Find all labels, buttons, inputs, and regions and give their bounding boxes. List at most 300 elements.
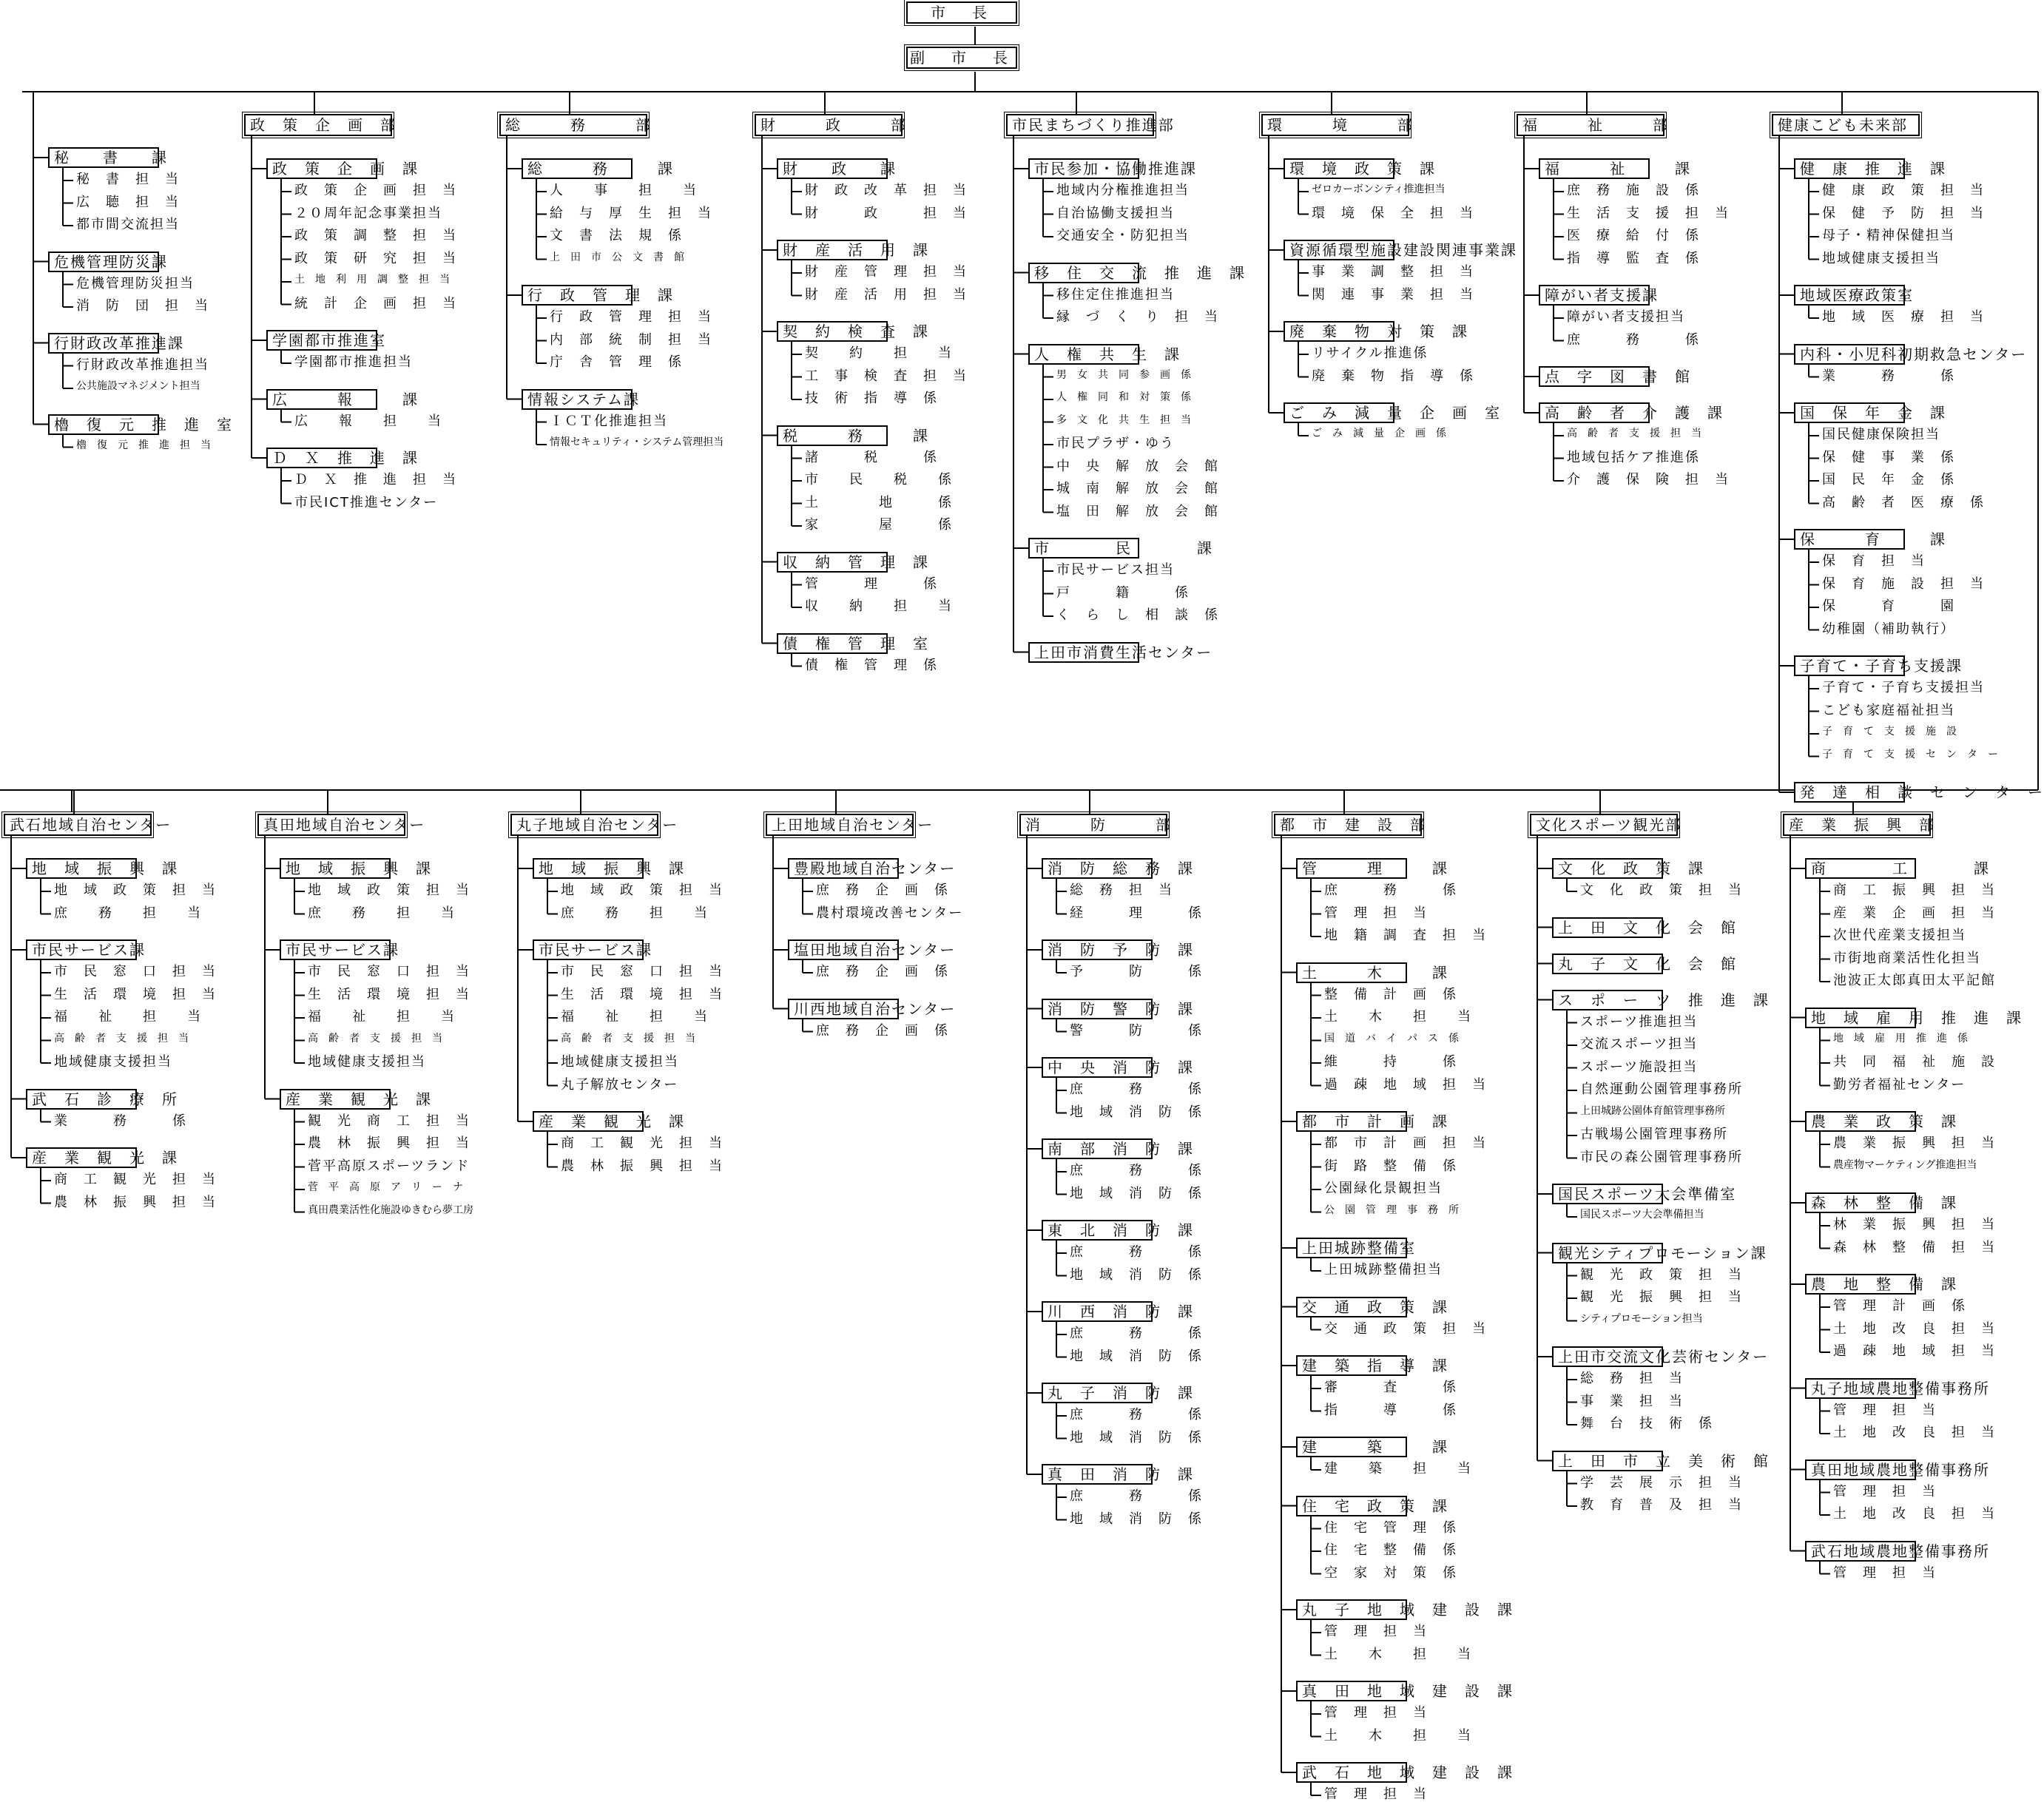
section-box: 点 字 図 書 館 bbox=[1539, 366, 1650, 387]
item-label: 交 通 政 策 担 当 bbox=[1324, 1320, 1487, 1337]
item-label: 内 部 統 制 担 当 bbox=[550, 331, 712, 348]
item-label: 学 芸 展 示 担 当 bbox=[1580, 1474, 1743, 1491]
item-label: 市民プラザ・ゆう bbox=[1056, 436, 1175, 451]
item-label: 家 屋 係 bbox=[805, 517, 953, 533]
item-label: 地 域 消 防 係 bbox=[1070, 1429, 1203, 1445]
item-label: 地 域 政 策 担 当 bbox=[561, 883, 724, 898]
section-box: 南 部 消 防 課 bbox=[1042, 1138, 1153, 1159]
item-label: 高 齢 者 支 援 担 当 bbox=[54, 1032, 189, 1045]
item-label: 福 祉 担 当 bbox=[308, 1009, 456, 1025]
item-label: 土 地 改 良 担 当 bbox=[1833, 1506, 1996, 1522]
item-label: 管 理 担 当 bbox=[1324, 905, 1428, 921]
item-label: 公 園 管 理 事 務 所 bbox=[1324, 1204, 1459, 1216]
item-label: 高 齢 者 支 援 担 当 bbox=[308, 1032, 442, 1045]
item-label: 保 健 事 業 係 bbox=[1822, 449, 1955, 465]
section-box: 保 育 課 bbox=[1794, 529, 1905, 550]
item-label: 地 域 消 防 係 bbox=[1070, 1266, 1203, 1283]
item-label: 公園緑化景観担当 bbox=[1324, 1181, 1443, 1196]
item-label: 総 務 担 当 bbox=[1070, 883, 1173, 898]
section-box: 丸 子 文 化 会 館 bbox=[1552, 954, 1663, 974]
item-label: 上田城跡整備担当 bbox=[1324, 1262, 1443, 1278]
section-box: 産 業 観 光 課 bbox=[280, 1089, 391, 1110]
section-box: 財 政 課 bbox=[777, 158, 888, 179]
item-label: 観 光 商 工 担 当 bbox=[308, 1113, 470, 1129]
item-label: 学園都市推進担当 bbox=[294, 354, 413, 370]
item-label: ゼロカーボンシティ推進担当 bbox=[1312, 183, 1446, 195]
item-label: 指 導 係 bbox=[1324, 1402, 1457, 1418]
item-label: 経 理 係 bbox=[1070, 905, 1203, 921]
item-label: 政 策 調 整 担 当 bbox=[294, 228, 457, 243]
item-label: こども家庭福祉担当 bbox=[1822, 702, 1955, 718]
item-label: 地 域 政 策 担 当 bbox=[308, 883, 470, 898]
item-label: 市 民 窓 口 担 当 bbox=[561, 964, 724, 979]
item-label: 地 域 消 防 係 bbox=[1070, 1104, 1203, 1120]
section-box: 土 木 課 bbox=[1296, 962, 1407, 983]
item-label: 庶 務 施 設 係 bbox=[1567, 183, 1700, 198]
section-box: 川西地域自治センター bbox=[788, 999, 899, 1019]
item-label: 工 事 検 査 担 当 bbox=[805, 368, 968, 384]
item-label: 政 策 企 画 担 当 bbox=[294, 183, 457, 198]
item-label: 庶 務 係 bbox=[1070, 1244, 1203, 1260]
item-label: 庶 務 企 画 係 bbox=[816, 1022, 949, 1039]
section-box: 地 域 雇 用 推 進 課 bbox=[1805, 1008, 1916, 1028]
item-label: 観 光 振 興 担 当 bbox=[1580, 1289, 1743, 1305]
item-label: 農 林 振 興 担 当 bbox=[308, 1135, 470, 1151]
item-label: 指 導 監 査 係 bbox=[1567, 250, 1700, 266]
item-label: 地 域 消 防 係 bbox=[1070, 1348, 1203, 1364]
section-box: 地 域 振 興 課 bbox=[26, 858, 137, 879]
section-box: 市民参加・協働推進課 bbox=[1028, 158, 1139, 179]
section-box: 消 防 予 防 課 bbox=[1042, 939, 1153, 960]
item-label: 福 祉 担 当 bbox=[54, 1009, 202, 1025]
item-label: 庶 務 担 当 bbox=[308, 905, 456, 921]
item-label: 地域健康支援担当 bbox=[1822, 250, 1940, 266]
item-label: 政 策 研 究 担 当 bbox=[294, 250, 457, 266]
item-label: 財 産 管 理 担 当 bbox=[805, 264, 968, 280]
item-label: 住 宅 管 理 係 bbox=[1324, 1519, 1457, 1536]
item-label: 管 理 計 画 係 bbox=[1833, 1298, 1966, 1314]
section-box: 真 田 消 防 課 bbox=[1042, 1464, 1153, 1485]
item-label: 舞 台 技 術 係 bbox=[1580, 1416, 1713, 1431]
item-label: 市街地商業活性化担当 bbox=[1833, 950, 1981, 966]
section-box: 子育て・子育ち支援課 bbox=[1794, 655, 1905, 676]
section-box: 住 宅 政 策 課 bbox=[1296, 1496, 1407, 1516]
section-box: 地 域 振 興 課 bbox=[533, 858, 644, 879]
item-label: 広 聴 担 当 bbox=[76, 194, 180, 210]
item-label: 関 連 事 業 担 当 bbox=[1312, 286, 1474, 303]
item-label: 共 同 福 祉 施 設 bbox=[1833, 1054, 1996, 1070]
item-label: Ｄ Ｘ 推 進 担 当 bbox=[294, 472, 457, 487]
item-label: 土 木 担 当 bbox=[1324, 1727, 1472, 1744]
item-label: 交流スポーツ担当 bbox=[1580, 1036, 1699, 1052]
section-box: 商 工 課 bbox=[1805, 858, 1916, 879]
item-label: 市 民 窓 口 担 当 bbox=[54, 964, 217, 979]
section-box: 債 権 管 理 室 bbox=[777, 633, 888, 654]
item-label: 幼稚園（補助執行） bbox=[1822, 621, 1955, 637]
section-box: 森 林 整 備 課 bbox=[1805, 1192, 1916, 1213]
section-box: 塩田地域自治センター bbox=[788, 939, 899, 960]
department-box: 健康こども未来部 bbox=[1772, 114, 1920, 136]
item-label: 庶 務 係 bbox=[1070, 1163, 1203, 1178]
section-box: 武石地域農地整備事務所 bbox=[1805, 1541, 1916, 1562]
item-label: 教 育 普 及 担 当 bbox=[1580, 1497, 1743, 1513]
item-label: 男 女 共 同 参 画 係 bbox=[1056, 368, 1191, 381]
item-label: 地域健康支援担当 bbox=[54, 1054, 172, 1070]
item-label: 地域内分権推進担当 bbox=[1056, 183, 1190, 198]
item-label: く ら し 相 談 係 bbox=[1056, 607, 1219, 623]
department-box: 武石地域自治センター bbox=[4, 814, 152, 836]
item-label: 農村環境改善センター bbox=[816, 905, 964, 921]
item-label: 土 地 係 bbox=[805, 494, 953, 510]
section-box: 発 達 相 談 セ ン タ ー bbox=[1794, 782, 1905, 803]
section-box: 政 策 企 画 課 bbox=[266, 158, 377, 179]
item-label: 財 政 改 革 担 当 bbox=[805, 183, 968, 198]
item-label: 子 育 て 支 援 セ ン タ ー bbox=[1822, 748, 1998, 760]
item-label: 移住定住推進担当 bbox=[1056, 286, 1175, 303]
item-label: 商 工 観 光 担 当 bbox=[561, 1135, 724, 1151]
mayor-box: 市 長 bbox=[906, 1, 1017, 24]
item-label: 技 術 指 導 係 bbox=[805, 391, 938, 406]
item-label: 消 防 団 担 当 bbox=[76, 298, 209, 314]
item-label: 土 地 改 良 担 当 bbox=[1833, 1425, 1996, 1440]
item-label: 土 地 改 良 担 当 bbox=[1833, 1320, 1996, 1337]
section-box: 高 齢 者 介 護 課 bbox=[1539, 402, 1650, 423]
item-label: 土 木 担 当 bbox=[1324, 1009, 1472, 1025]
item-label: 管 理 係 bbox=[805, 576, 938, 592]
item-label: 管 理 担 当 bbox=[1833, 1565, 1937, 1581]
section-box: 総 務 課 bbox=[522, 158, 633, 179]
item-label: 高 齢 者 医 療 係 bbox=[1822, 494, 1985, 510]
item-label: 地 域 医 療 担 当 bbox=[1822, 309, 1985, 325]
section-box: 内科・小児科初期救急センター bbox=[1794, 344, 1905, 365]
item-label: 空 家 対 策 係 bbox=[1324, 1565, 1457, 1581]
department-box: 福 祉 部 bbox=[1517, 114, 1664, 136]
item-label: 丸子解放センター bbox=[561, 1076, 679, 1093]
item-label: 母子・精神保健担当 bbox=[1822, 228, 1955, 243]
department-box: 市民まちづくり推進部 bbox=[1006, 114, 1154, 136]
section-box: 上田城跡整備室 bbox=[1296, 1238, 1407, 1258]
section-box: 情報システム課 bbox=[522, 389, 633, 410]
section-box: 建 築 指 導 課 bbox=[1296, 1355, 1407, 1376]
section-box: 文 化 政 策 課 bbox=[1552, 858, 1663, 879]
item-label: 保 育 施 設 担 当 bbox=[1822, 576, 1985, 592]
item-label: 戸 籍 係 bbox=[1056, 584, 1190, 601]
item-label: ご み 減 量 企 画 係 bbox=[1312, 428, 1446, 439]
item-label: 自然運動公園管理事務所 bbox=[1580, 1081, 1743, 1097]
item-label: 池波正太郎真田太平記館 bbox=[1833, 973, 1996, 988]
item-label: 福 祉 担 当 bbox=[561, 1009, 709, 1025]
item-label: 地 籍 調 査 担 当 bbox=[1324, 928, 1487, 943]
item-label: 縁 づ く り 担 当 bbox=[1056, 309, 1219, 325]
item-label: 審 査 係 bbox=[1324, 1380, 1457, 1395]
item-label: 上 田 市 公 文 書 館 bbox=[550, 251, 684, 263]
section-box: 健 康 推 進 課 bbox=[1794, 158, 1905, 179]
department-box: 財 政 部 bbox=[755, 114, 903, 136]
item-label: 高 齢 者 支 援 担 当 bbox=[1567, 428, 1701, 439]
section-box: 市民サービス課 bbox=[280, 939, 391, 960]
item-label: 収 納 担 当 bbox=[805, 598, 953, 614]
item-label: 農産物マーケティング推進担当 bbox=[1833, 1158, 1977, 1171]
section-box: 産 業 観 光 課 bbox=[26, 1147, 137, 1168]
item-label: リサイクル推進係 bbox=[1312, 345, 1429, 361]
item-label: 真田農業活性化施設ゆきむら夢工房 bbox=[308, 1204, 473, 1216]
item-label: 維 持 係 bbox=[1324, 1054, 1457, 1070]
item-label: 住 宅 整 備 係 bbox=[1324, 1542, 1457, 1558]
item-label: 菅平高原スポーツランド bbox=[308, 1158, 470, 1174]
section-box: 川 西 消 防 課 bbox=[1042, 1301, 1153, 1322]
department-box: 政 策 企 画 部 bbox=[244, 114, 392, 136]
section-box: 中 央 消 防 課 bbox=[1042, 1057, 1153, 1078]
item-label: 農 林 振 興 担 当 bbox=[561, 1158, 724, 1174]
section-box: 豊殿地域自治センター bbox=[788, 858, 899, 879]
item-label: スポーツ推進担当 bbox=[1580, 1013, 1699, 1030]
item-label: 庶 務 企 画 係 bbox=[816, 883, 949, 898]
section-box: 丸 子 消 防 課 bbox=[1042, 1383, 1153, 1403]
item-label: 管 理 担 当 bbox=[1324, 1624, 1428, 1639]
item-label: 産 業 企 画 担 当 bbox=[1833, 905, 1996, 921]
department-box: 真田地域自治センター bbox=[257, 814, 405, 836]
section-box: 武 石 地 域 建 設 課 bbox=[1296, 1762, 1407, 1783]
item-label: 統 計 企 画 担 当 bbox=[294, 295, 457, 311]
item-label: 管 理 担 当 bbox=[1833, 1402, 1937, 1418]
item-label: 行 政 管 理 担 当 bbox=[550, 309, 712, 325]
section-box: 上 田 文 化 会 館 bbox=[1552, 917, 1663, 938]
section-box: 真 田 地 域 建 設 課 bbox=[1296, 1681, 1407, 1701]
item-label: 事 業 担 当 bbox=[1580, 1393, 1684, 1409]
item-label: 庶 務 企 画 係 bbox=[816, 964, 949, 979]
item-label: 情報セキュリティ・システム管理担当 bbox=[550, 436, 724, 448]
item-label: 子育て・子育ち支援担当 bbox=[1822, 680, 1985, 695]
item-label: 介 護 保 険 担 当 bbox=[1567, 472, 1730, 487]
section-box: 福 祉 課 bbox=[1539, 158, 1650, 179]
item-label: 市民の森公園管理事務所 bbox=[1580, 1149, 1743, 1165]
item-label: 障がい者支援担当 bbox=[1567, 309, 1685, 325]
section-box: 環 境 政 策 課 bbox=[1284, 158, 1394, 179]
item-label: 農 業 振 興 担 当 bbox=[1833, 1135, 1996, 1151]
item-label: スポーツ施設担当 bbox=[1580, 1059, 1699, 1075]
item-label: シティプロモーション担当 bbox=[1580, 1312, 1703, 1325]
section-box: 武 石 診 療 所 bbox=[26, 1089, 137, 1110]
item-label: 危機管理防災担当 bbox=[76, 275, 195, 291]
item-label: 中 央 解 放 会 館 bbox=[1056, 458, 1219, 474]
item-label: 人 権 同 和 対 策 係 bbox=[1056, 391, 1191, 403]
item-label: 林 業 振 興 担 当 bbox=[1833, 1217, 1996, 1232]
item-label: 櫓 復 元 推 進 担 当 bbox=[76, 439, 211, 451]
item-label: 人 事 担 当 bbox=[550, 183, 698, 198]
section-box: 建 築 課 bbox=[1296, 1437, 1407, 1457]
department-box: 産 業 振 興 部 bbox=[1783, 814, 1931, 836]
item-label: 生 活 支 援 担 当 bbox=[1567, 205, 1730, 221]
item-label: 高 齢 者 支 援 担 当 bbox=[561, 1032, 695, 1045]
item-label: 事 業 調 整 担 当 bbox=[1312, 264, 1474, 280]
section-box: 地 域 振 興 課 bbox=[280, 858, 391, 879]
item-label: 商 工 振 興 担 当 bbox=[1833, 883, 1996, 898]
item-label: 森 林 整 備 担 当 bbox=[1833, 1239, 1996, 1255]
department-box: 上田地域自治センター bbox=[766, 814, 914, 836]
item-label: 庶 務 係 bbox=[1070, 1407, 1203, 1423]
section-box: 危機管理防災課 bbox=[48, 252, 159, 272]
item-label: 廃 棄 物 指 導 係 bbox=[1312, 368, 1474, 384]
item-label: 土 地 利 用 調 整 担 当 bbox=[294, 274, 450, 286]
section-box: 産 業 観 光 課 bbox=[533, 1111, 644, 1132]
section-box: 市民サービス課 bbox=[533, 939, 644, 960]
section-box: 東 北 消 防 課 bbox=[1042, 1220, 1153, 1241]
item-label: 広 報 担 当 bbox=[294, 413, 442, 429]
section-box: 地域医療政策室 bbox=[1794, 285, 1905, 306]
section-box: 消 防 総 務 課 bbox=[1042, 858, 1153, 879]
section-box: 国民スポーツ大会準備室 bbox=[1552, 1184, 1663, 1204]
section-box: 税 務 課 bbox=[777, 425, 888, 446]
section-box: ご み 減 量 企 画 室 bbox=[1284, 402, 1394, 423]
item-label: 国 道 バ イ パ ス 係 bbox=[1324, 1032, 1459, 1045]
item-label: 市 民 窓 口 担 当 bbox=[308, 964, 470, 979]
section-box: 丸 子 地 域 建 設 課 bbox=[1296, 1599, 1407, 1620]
item-label: 市民サービス担当 bbox=[1056, 562, 1175, 578]
item-label: 地 域 政 策 担 当 bbox=[54, 883, 217, 898]
item-label: 業 務 係 bbox=[54, 1113, 187, 1129]
item-label: 農 林 振 興 担 当 bbox=[54, 1194, 217, 1210]
item-label: 過 疎 地 域 担 当 bbox=[1833, 1343, 1996, 1359]
item-label: 地域健康支援担当 bbox=[561, 1054, 679, 1070]
department-box: 丸子地域自治センター bbox=[510, 814, 658, 836]
item-label: 整 備 計 画 係 bbox=[1324, 986, 1457, 1002]
item-label: 公共施設マネジメント担当 bbox=[76, 380, 200, 392]
item-label: 庶 務 係 bbox=[1070, 1081, 1203, 1097]
item-label: 財 政 担 当 bbox=[805, 205, 968, 221]
section-box: 行財政改革推進課 bbox=[48, 333, 159, 354]
item-label: 庶 務 係 bbox=[1070, 1488, 1203, 1504]
item-label: 業 務 係 bbox=[1822, 368, 1955, 384]
section-box: Ｄ Ｘ 推 進 課 bbox=[266, 448, 377, 468]
item-label: 保 育 園 bbox=[1822, 598, 1955, 614]
deputy-mayor-box: 副 市 長 bbox=[906, 47, 1017, 69]
section-box: 上田市交流文化芸術センター bbox=[1552, 1346, 1663, 1367]
item-label: 観 光 政 策 担 当 bbox=[1580, 1266, 1743, 1283]
item-label: ＩＣＴ化推進担当 bbox=[550, 413, 668, 429]
item-label: 勤労者福祉センター bbox=[1833, 1076, 1966, 1093]
item-label: 都市間交流担当 bbox=[76, 217, 180, 232]
item-label: 行財政改革推進担当 bbox=[76, 357, 209, 373]
item-label: 過 疎 地 域 担 当 bbox=[1324, 1076, 1487, 1093]
item-label: 諸 税 係 bbox=[805, 449, 938, 465]
item-label: 交通安全・防犯担当 bbox=[1056, 228, 1190, 243]
department-box: 都 市 建 設 部 bbox=[1274, 814, 1422, 836]
item-label: 給 与 厚 生 担 当 bbox=[550, 205, 712, 221]
department-box: 総 務 部 bbox=[499, 114, 647, 136]
department-box: 環 境 部 bbox=[1261, 114, 1409, 136]
section-box: 広 報 課 bbox=[266, 389, 377, 410]
item-label: 都 市 計 画 担 当 bbox=[1324, 1135, 1487, 1151]
item-label: 庶 務 係 bbox=[1324, 883, 1457, 898]
section-box: 契 約 検 査 課 bbox=[777, 321, 888, 342]
item-label: 商 工 観 光 担 当 bbox=[54, 1172, 217, 1187]
section-box: 消 防 警 防 課 bbox=[1042, 999, 1153, 1019]
item-label: 契 約 担 当 bbox=[805, 345, 953, 361]
section-box: 上田市消費生活センター bbox=[1028, 642, 1139, 663]
item-label: 財 産 活 用 担 当 bbox=[805, 286, 968, 303]
item-label: 総 務 担 当 bbox=[1580, 1371, 1684, 1386]
item-label: 古戦場公園管理事務所 bbox=[1580, 1127, 1728, 1142]
item-label: 生 活 環 境 担 当 bbox=[54, 986, 217, 1002]
section-box: 都 市 計 画 課 bbox=[1296, 1111, 1407, 1132]
item-label: 市 民 税 係 bbox=[805, 472, 953, 487]
item-label: 地 域 雇 用 推 進 係 bbox=[1833, 1032, 1968, 1045]
section-box: 障がい者支援課 bbox=[1539, 285, 1650, 306]
item-label: 地域健康支援担当 bbox=[308, 1054, 426, 1070]
section-box: 移 住 交 流 推 進 課 bbox=[1028, 263, 1139, 283]
section-box: 丸子地域農地整備事務所 bbox=[1805, 1378, 1916, 1399]
item-label: 文 化 政 策 担 当 bbox=[1580, 883, 1743, 898]
item-label: 庶 務 係 bbox=[1070, 1326, 1203, 1341]
section-box: 行 政 管 理 課 bbox=[522, 285, 633, 306]
item-label: 地 域 消 防 係 bbox=[1070, 1185, 1203, 1201]
section-box: ス ポ ー ツ 推 進 課 bbox=[1552, 990, 1663, 1010]
department-box: 文化スポーツ観光部 bbox=[1530, 814, 1678, 836]
section-box: 観光シティプロモーション課 bbox=[1552, 1243, 1663, 1263]
item-label: 庶 務 担 当 bbox=[561, 905, 709, 921]
item-label: 街 路 整 備 係 bbox=[1324, 1158, 1457, 1174]
item-label: 庁 舎 管 理 係 bbox=[550, 354, 683, 370]
item-label: 多 文 化 共 生 担 当 bbox=[1056, 414, 1191, 426]
section-box: 市 民 課 bbox=[1028, 538, 1139, 559]
section-box: 秘 書 課 bbox=[48, 147, 159, 168]
department-box: 消 防 部 bbox=[1019, 814, 1167, 836]
section-box: 財 産 活 用 課 bbox=[777, 240, 888, 260]
item-label: 秘 書 担 当 bbox=[76, 172, 180, 187]
section-box: 学園都市推進室 bbox=[266, 330, 377, 351]
section-box: 真田地域農地整備事務所 bbox=[1805, 1460, 1916, 1480]
item-label: 国 民 年 金 係 bbox=[1822, 472, 1955, 487]
section-box: 管 理 課 bbox=[1296, 858, 1407, 879]
section-box: 櫓 復 元 推 進 室 bbox=[48, 414, 159, 435]
item-label: 地 域 消 防 係 bbox=[1070, 1511, 1203, 1527]
item-label: 債 権 管 理 係 bbox=[805, 657, 938, 673]
item-label: 環 境 保 全 担 当 bbox=[1312, 205, 1474, 221]
item-label: 国民健康保険担当 bbox=[1822, 427, 1940, 442]
item-label: ２０周年記念事業担当 bbox=[294, 205, 442, 221]
item-label: 健 康 政 策 担 当 bbox=[1822, 183, 1985, 198]
item-label: 予 防 係 bbox=[1070, 964, 1203, 979]
section-box: 市民サービス課 bbox=[26, 939, 137, 960]
item-label: 地域包括ケア推進係 bbox=[1567, 449, 1700, 465]
item-label: 庶 務 係 bbox=[1567, 331, 1700, 348]
section-box: 農 業 政 策 課 bbox=[1805, 1111, 1916, 1132]
item-label: 文 書 法 規 係 bbox=[550, 228, 683, 243]
item-label: 国民スポーツ大会準備担当 bbox=[1580, 1209, 1704, 1221]
item-label: 子 育 て 支 援 施 設 bbox=[1822, 726, 1957, 738]
item-label: 医 療 給 付 係 bbox=[1567, 228, 1700, 243]
item-label: 生 活 環 境 担 当 bbox=[561, 986, 724, 1002]
section-box: 廃 棄 物 対 策 課 bbox=[1284, 321, 1394, 342]
section-box: 上 田 市 立 美 術 館 bbox=[1552, 1451, 1663, 1471]
item-label: 塩 田 解 放 会 館 bbox=[1056, 503, 1219, 519]
item-label: 建 築 担 当 bbox=[1324, 1461, 1472, 1477]
section-box: 交 通 政 策 課 bbox=[1296, 1297, 1407, 1317]
item-label: 市民ICT推進センター bbox=[294, 494, 439, 510]
item-label: 次世代産業支援担当 bbox=[1833, 928, 1966, 943]
item-label: 庶 務 担 当 bbox=[54, 905, 202, 921]
item-label: 土 木 担 当 bbox=[1324, 1646, 1472, 1662]
item-label: 菅 平 高 原 ア リ ー ナ bbox=[308, 1181, 463, 1193]
item-label: 管 理 担 当 bbox=[1324, 1705, 1428, 1721]
item-label: 自治協働支援担当 bbox=[1056, 205, 1175, 221]
section-box: 人 権 共 生 課 bbox=[1028, 344, 1139, 365]
item-label: 生 活 環 境 担 当 bbox=[308, 986, 470, 1002]
item-label: 上田城跡公園体育館管理事務所 bbox=[1580, 1104, 1725, 1117]
item-label: 管 理 担 当 bbox=[1324, 1786, 1428, 1802]
section-box: 国 保 年 金 課 bbox=[1794, 402, 1905, 423]
item-label: 警 防 係 bbox=[1070, 1022, 1203, 1039]
